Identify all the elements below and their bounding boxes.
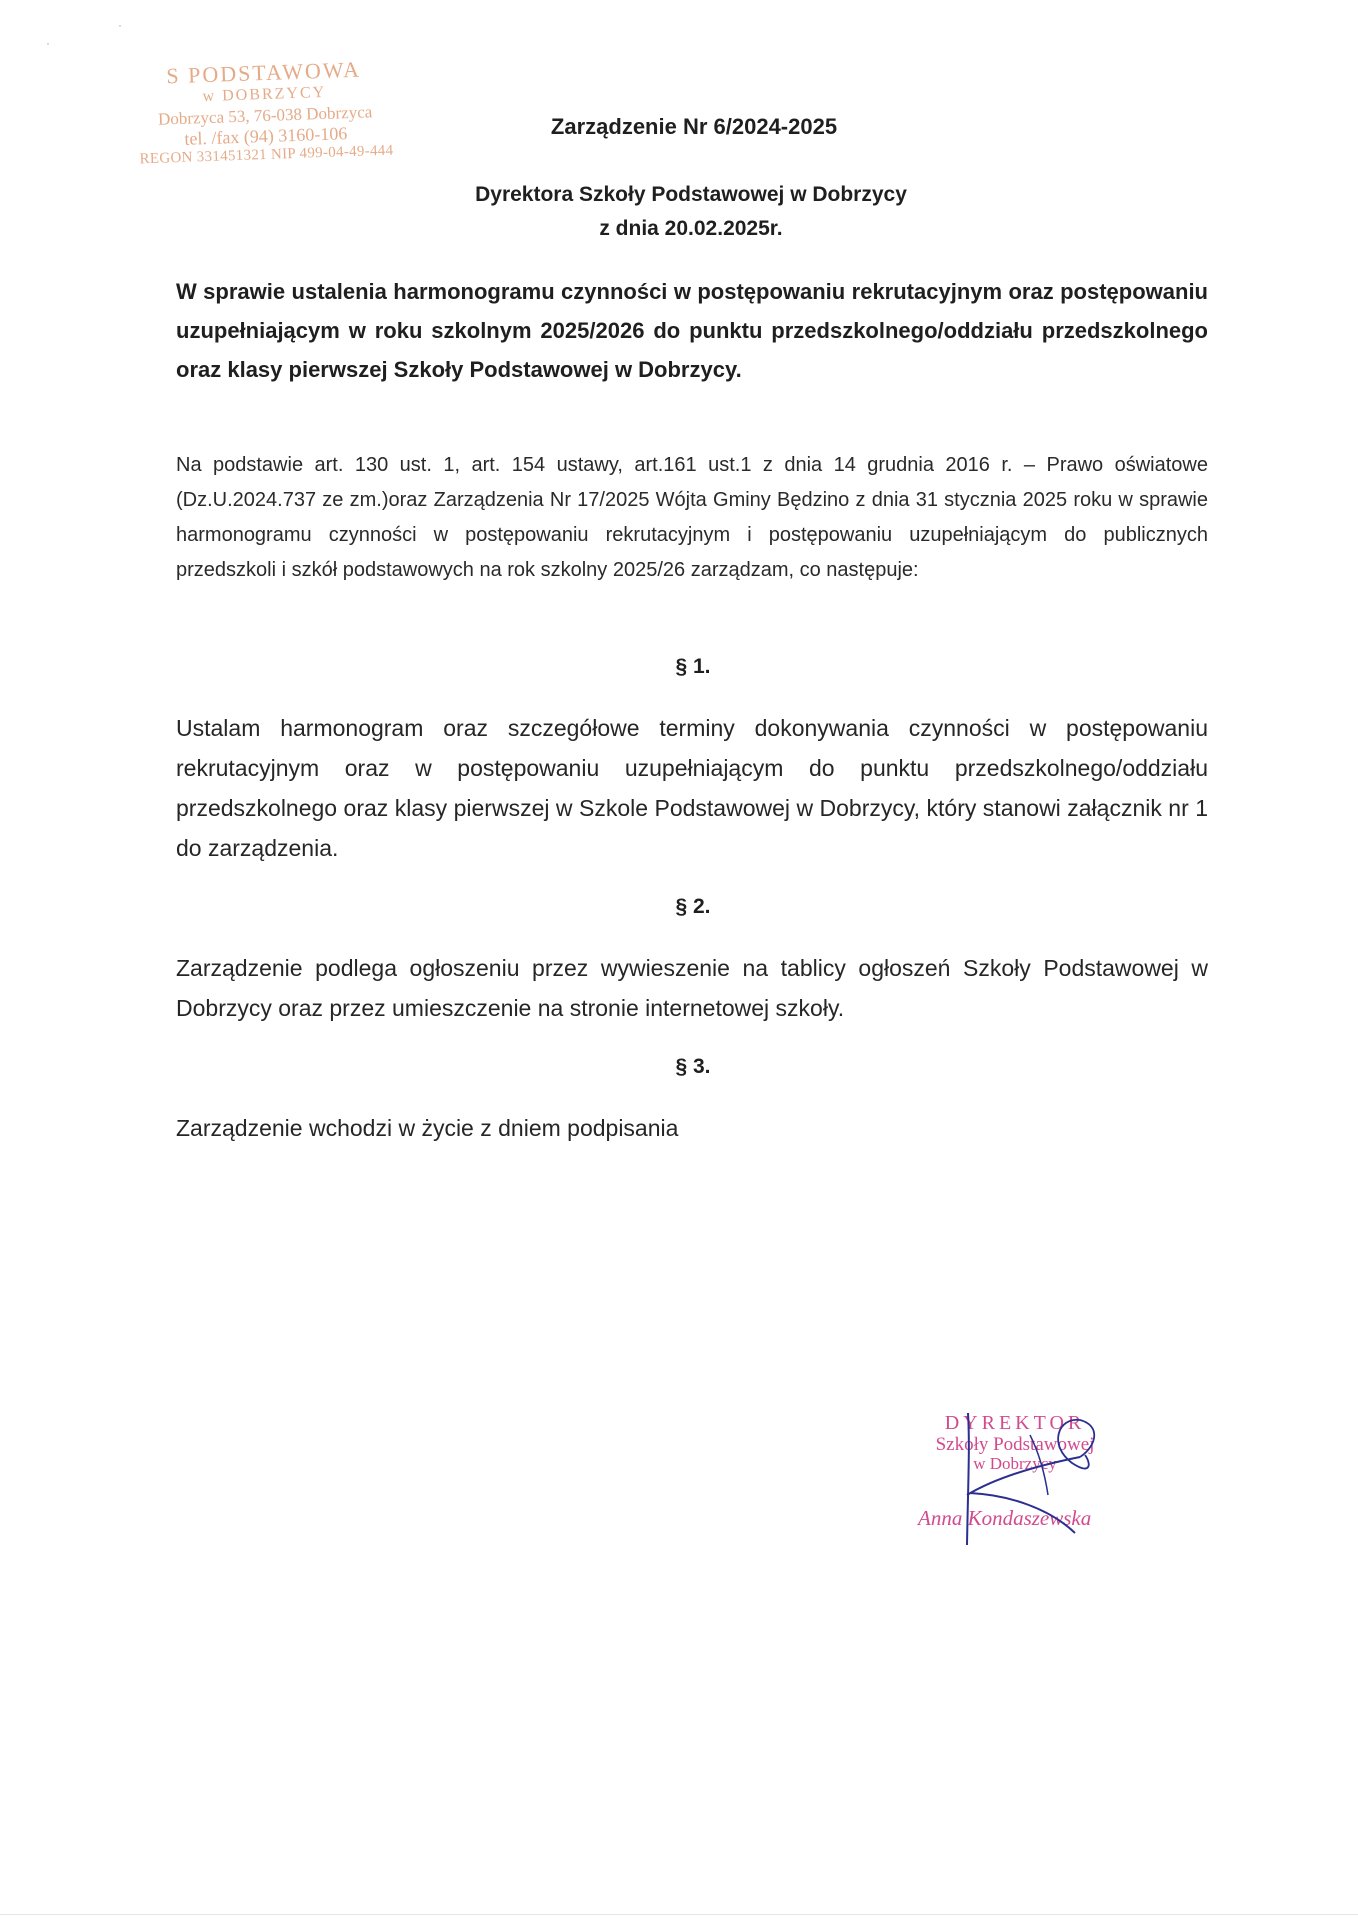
document-subject: W sprawie ustalenia harmonogramu czynności w postępowaniu rekrutacyjnym oraz postępowaniu uzupełniającym w roku szkolnym 2025/2026 do punktu przedszkolnego/oddziału przedszkolnego oraz klasy pierwszej Szkoły Podstawowej w Dobrzycy.: [176, 279, 1208, 382]
director-stamp-school: Szkoły Podstawowej: [935, 1434, 1095, 1455]
school-stamp-line: Dobrzyca 53, 76-038 Dobrzyca: [157, 102, 373, 129]
document-title: Zarządzenie Nr 6/2024-2025: [550, 114, 838, 139]
handwritten-signature: [930, 1405, 1120, 1555]
document-issuer: Dyrektora Szkoły Podstawowej w Dobrzycy: [475, 183, 907, 206]
school-stamp-line: S PODSTAWOWA: [165, 56, 362, 89]
section-text: Ustalam harmonogram oraz szczegółowe terminy dokonywania czynności w postępowaniu rekrutacyjnym oraz w postępowaniu uzupełniającym do punktu przedszkolnego/oddziału przedszkolnego oraz klasy pierwszej w Szkole Podstawowej w Dobrzycy, który stanowi załącznik nr 1 do zarządzenia.: [176, 715, 1208, 861]
scan-edge-line: [0, 1914, 1358, 1915]
school-stamp-line: REGON 331451321 NIP 499-04-49-444: [139, 142, 394, 168]
director-stamp-title: DYREKTOR: [944, 1412, 1086, 1434]
section-mark: § 3.: [675, 1055, 711, 1078]
school-stamp-line: w DOBRZYCY: [202, 83, 327, 106]
legal-basis: Na podstawie art. 130 ust. 1, art. 154 ustawy, art.161 ust.1 z dnia 14 grudnia 2016 r. – Prawo oświatowe (Dz.U.2024.737 ze zm.)oraz Zarządzenia Nr 17/2025 Wójta Gminy Będzino z dnia 31 stycznia 2025 roku w sprawie harmonogramu czynności w postępowaniu rekrutacyjnym i postępowaniu uzupełniającym do publicznych przedszkoli i szkół podstawowych na rok szkolny 2025/26 zarządzam, co następuje:: [176, 454, 1208, 581]
school-stamp: [98, 54, 431, 169]
school-stamp-line: tel. /fax (94) 3160-106: [184, 123, 348, 149]
scan-mark: ·: [46, 36, 50, 50]
document-date: z dnia 20.02.2025r.: [599, 217, 783, 240]
section-text: Zarządzenie wchodzi w życie z dniem podpisania: [176, 1115, 679, 1141]
director-name: Anna Kondaszewska: [918, 1506, 1092, 1530]
scan-mark: ·: [118, 18, 122, 32]
section-mark: § 2.: [675, 895, 711, 918]
section-mark: § 1.: [675, 655, 711, 678]
director-stamp-town: w Dobrzycy: [973, 1454, 1057, 1473]
document-issuer-block: [0, 178, 1358, 246]
section-text: Zarządzenie podlega ogłoszeniu przez wywieszenie na tablicy ogłoszeń Szkoły Podstawowej w Dobrzycy oraz przez umieszczenie na stronie internetowej szkoły.: [176, 955, 1208, 1021]
